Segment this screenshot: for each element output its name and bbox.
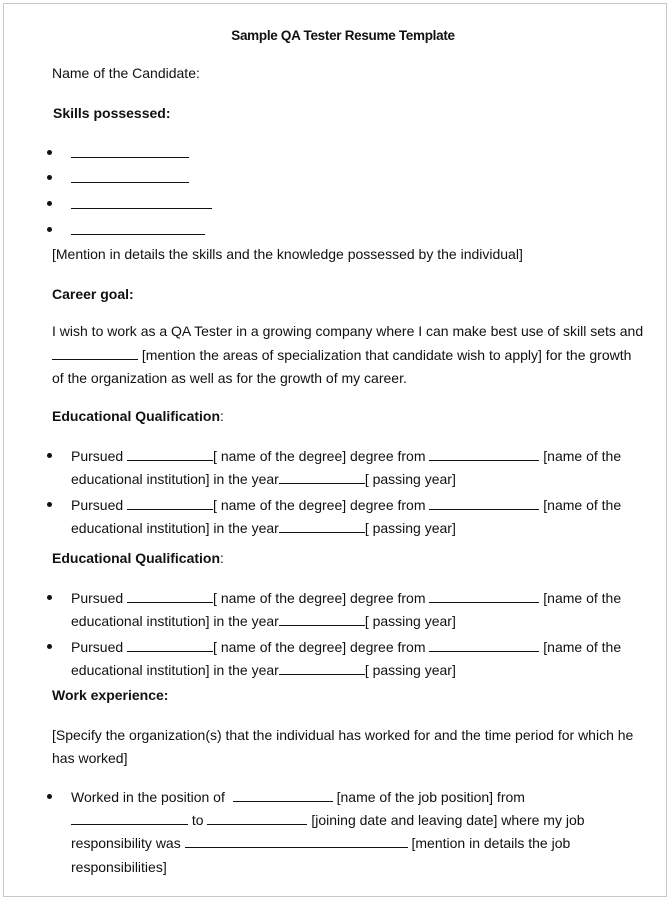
to-date-blank[interactable] xyxy=(207,812,307,825)
document-title: Sample QA Tester Resume Template xyxy=(231,28,455,43)
position-blank[interactable] xyxy=(233,789,333,802)
degree-blank[interactable] xyxy=(127,639,213,652)
career-line-3: of the organization as well as for the growth of my career. xyxy=(52,370,407,386)
education-entry-line-2: educational institution] in the year [ passing year] xyxy=(71,613,456,629)
year-blank[interactable] xyxy=(279,613,365,626)
education-bullet xyxy=(47,595,52,600)
institution-blank[interactable] xyxy=(429,639,539,652)
institution-blank[interactable] xyxy=(429,590,539,603)
degree-blank[interactable] xyxy=(127,590,213,603)
skills-note: [Mention in details the skills and the knowledge possessed by the individual] xyxy=(52,246,523,262)
career-heading: Career goal: xyxy=(52,286,134,302)
skill-bullet xyxy=(47,201,52,206)
work-spec-line-2: has worked] xyxy=(52,750,128,766)
skill-bullet xyxy=(47,227,52,232)
year-blank[interactable] xyxy=(279,471,365,484)
education-entry-line: Pursued [ name of the degree] degree from [name of the xyxy=(71,448,622,464)
specialization-blank[interactable] xyxy=(52,347,138,360)
year-blank[interactable] xyxy=(279,662,365,675)
responsibility-blank[interactable] xyxy=(185,835,408,848)
institution-blank[interactable] xyxy=(429,497,539,510)
education-bullet xyxy=(47,502,52,507)
education-entry-line-2: educational institution] in the year [ passing year] xyxy=(71,520,456,536)
degree-blank[interactable] xyxy=(127,497,213,510)
education-entry-line: Pursued [ name of the degree] degree from [name of the xyxy=(71,497,622,513)
education-bullet xyxy=(47,644,52,649)
career-line-1: I wish to work as a QA Tester in a growing company where I can make best use of skill sets and xyxy=(52,323,644,339)
career-line-2 xyxy=(52,346,631,364)
candidate-name-label: Name of the Candidate: xyxy=(52,65,200,81)
education-entry-line-2: educational institution] in the year [ passing year] xyxy=(71,662,456,678)
skill-blank-2[interactable] xyxy=(71,182,189,183)
work-position-line: Worked in the position of [name of the job position] from xyxy=(71,789,525,805)
work-responsibility-line: responsibility was [mention in details the job xyxy=(71,835,571,851)
work-dates-line: to [joining date and leaving date] where my job xyxy=(71,811,585,829)
education-entry-line: Pursued [ name of the degree] degree from [name of the xyxy=(71,590,622,606)
institution-blank[interactable] xyxy=(429,448,539,461)
skills-heading: Skills possessed: xyxy=(53,105,171,121)
skill-bullet xyxy=(47,175,52,180)
skill-blank-4[interactable] xyxy=(71,234,205,235)
work-heading: Work experience: xyxy=(52,687,169,703)
career-line-2-text: [mention the areas of specialization that candidate wish to apply] for the growth xyxy=(138,347,632,363)
skill-blank-1[interactable] xyxy=(71,157,189,158)
year-blank[interactable] xyxy=(279,520,365,533)
education-heading-1: Educational Qualification: xyxy=(52,408,224,424)
skill-bullet xyxy=(47,150,52,155)
education-entry-line-2: educational institution] in the year [ passing year] xyxy=(71,471,456,487)
work-spec-line-1: [Specify the organization(s) that the individual has worked for and the time period for which he xyxy=(52,727,634,743)
work-bullet xyxy=(47,794,52,799)
skill-blank-3[interactable] xyxy=(71,208,212,209)
from-date-blank[interactable] xyxy=(71,812,188,825)
education-heading-2: Educational Qualification: xyxy=(52,550,224,566)
work-responsibility-end: responsibilities] xyxy=(71,859,167,875)
education-entry-line: Pursued [ name of the degree] degree from [name of the xyxy=(71,639,622,655)
degree-blank[interactable] xyxy=(127,448,213,461)
education-bullet xyxy=(47,453,52,458)
